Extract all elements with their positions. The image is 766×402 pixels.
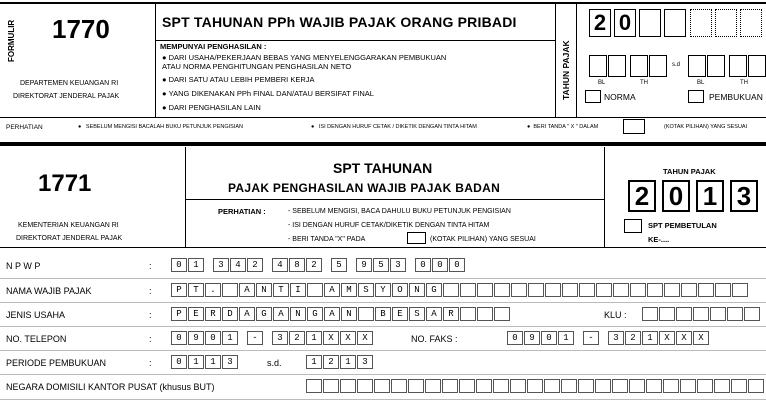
char-cell[interactable]: - — [247, 331, 263, 345]
tax-year-label-1771: TAHUN PAJAK — [663, 167, 716, 176]
example-checkbox-1771 — [407, 232, 426, 244]
char-cell[interactable] — [340, 379, 356, 393]
char-cell[interactable] — [612, 379, 628, 393]
char-cell[interactable] — [442, 379, 458, 393]
correction-checkbox[interactable] — [624, 219, 642, 233]
char-cell[interactable]: 0 — [449, 258, 465, 272]
char-cell[interactable]: X — [659, 331, 675, 345]
char-cell[interactable]: G — [307, 307, 323, 321]
char-cell[interactable] — [629, 379, 645, 393]
char-cell[interactable] — [477, 307, 493, 321]
char-cell[interactable]: X — [323, 331, 339, 345]
row-nama-wajib-pajak: NAMA WAJIB PAJAK : P T . A N T I A M S Y O N G — [0, 280, 766, 303]
char-cell[interactable]: 1 — [340, 355, 356, 369]
char-cell[interactable] — [222, 283, 238, 297]
char-cell[interactable] — [732, 283, 748, 297]
char-cell[interactable] — [680, 379, 696, 393]
char-cell[interactable]: 4 — [272, 258, 288, 272]
char-cell[interactable]: A — [426, 307, 442, 321]
char-cell[interactable] — [748, 379, 764, 393]
char-cell[interactable]: N — [256, 283, 272, 297]
no-faks-label: NO. FAKS : — [411, 334, 458, 344]
char-cell[interactable]: A — [324, 283, 340, 297]
char-cell[interactable]: 3 — [357, 355, 373, 369]
char-cell[interactable] — [562, 283, 578, 297]
year-digit-4[interactable] — [664, 9, 686, 37]
char-cell[interactable]: G — [256, 307, 272, 321]
char-cell[interactable] — [511, 283, 527, 297]
char-cell[interactable]: 9 — [356, 258, 372, 272]
char-cell[interactable]: X — [693, 331, 709, 345]
start-year-box-2[interactable] — [649, 55, 667, 77]
char-cell[interactable]: 0 — [415, 258, 431, 272]
norma-label: NORMA — [604, 92, 636, 102]
char-cell[interactable]: 2 — [323, 355, 339, 369]
char-cell[interactable]: M — [341, 283, 357, 297]
form-1771-title-line-1: SPT TAHUNAN — [333, 160, 433, 176]
char-cell[interactable] — [358, 307, 374, 321]
char-cell[interactable]: A — [239, 283, 255, 297]
char-cell[interactable] — [476, 379, 492, 393]
char-cell[interactable]: 9 — [188, 331, 204, 345]
char-cell[interactable] — [544, 379, 560, 393]
start-month-box-1[interactable] — [589, 55, 607, 77]
th-label-2: TH — [740, 80, 748, 86]
ministry-line-1: KEMENTERIAN KEUANGAN RI — [18, 222, 119, 229]
income-item-4: ● DARI PENGHASILAN LAIN — [162, 103, 261, 112]
char-cell[interactable]: N — [409, 283, 425, 297]
char-cell[interactable]: - — [583, 331, 599, 345]
char-cell[interactable]: 0 — [541, 331, 557, 345]
char-cell[interactable] — [493, 379, 509, 393]
char-cell[interactable] — [579, 283, 595, 297]
income-item-2: ● DARI SATU ATAU LEBIH PEMBERI KERJA — [162, 75, 315, 84]
char-cell[interactable] — [307, 283, 323, 297]
char-cell[interactable]: T — [273, 283, 289, 297]
periode-start-cells[interactable] — [171, 355, 239, 369]
char-cell[interactable]: 1 — [306, 331, 322, 345]
char-cell[interactable]: 2 — [289, 331, 305, 345]
periode-sd-label: s.d. — [267, 358, 282, 368]
char-cell[interactable]: P — [171, 307, 187, 321]
char-cell[interactable]: 1 — [188, 355, 204, 369]
char-cell[interactable] — [613, 283, 629, 297]
attention-item-1771-1: - SEBELUM MENGISI, BACA DAHULU BUKU PETUNJUK PENGISIAN — [288, 208, 511, 215]
norma-checkbox[interactable] — [585, 90, 601, 103]
attention-item-1771-4: (KOTAK PILIHAN) YANG SESUAI — [430, 236, 536, 243]
char-cell[interactable]: 1 — [558, 331, 574, 345]
char-cell[interactable]: 9 — [524, 331, 540, 345]
char-cell[interactable]: B — [375, 307, 391, 321]
char-cell[interactable]: 1 — [642, 331, 658, 345]
char-cell[interactable] — [306, 379, 322, 393]
attention-label-1770: PERHATIAN — [6, 124, 43, 131]
char-cell[interactable] — [374, 379, 390, 393]
bullet-icon: ● — [78, 124, 86, 130]
char-cell[interactable]: N — [341, 307, 357, 321]
char-cell[interactable] — [698, 283, 714, 297]
correction-label-line-2: KE-.... — [648, 235, 670, 244]
char-cell[interactable] — [714, 379, 730, 393]
start-month-box-2[interactable] — [608, 55, 626, 77]
row-periode-pembukuan: PERIODE PEMBUKUAN : 0 1 1 3 s.d. 1 2 1 3 — [0, 352, 766, 375]
pembukuan-label: PEMBUKUAN — [709, 92, 763, 102]
bullet-icon: ● — [311, 124, 319, 130]
jenis-usaha-cells[interactable] — [171, 307, 511, 321]
year-digit-3[interactable] — [639, 9, 661, 37]
nama-wajib-pajak-label: NAMA WAJIB PAJAK — [6, 286, 92, 296]
pembukuan-checkbox[interactable] — [688, 90, 704, 103]
char-cell[interactable] — [494, 307, 510, 321]
end-year-box-1[interactable] — [729, 55, 747, 77]
end-year-box-2[interactable] — [748, 55, 766, 77]
char-cell[interactable] — [545, 283, 561, 297]
char-cell[interactable]: 2 — [306, 258, 322, 272]
npwp-label: N P W P — [6, 261, 41, 271]
char-cell[interactable] — [460, 283, 476, 297]
char-cell[interactable]: O — [392, 283, 408, 297]
char-cell[interactable]: P — [171, 283, 187, 297]
char-cell[interactable] — [510, 379, 526, 393]
char-cell[interactable]: 0 — [171, 258, 187, 272]
form-1771-title-line-2: PAJAK PENGHASILAN WAJIB PAJAK BADAN — [228, 181, 501, 195]
tax-year-label-1770: TAHUN PAJAK — [561, 40, 571, 100]
row-jenis-usaha: JENIS USAHA : P E R D A G A N G A N B E S A R KLU : — [0, 304, 766, 327]
char-cell[interactable]: 3 — [213, 258, 229, 272]
year-digit-1[interactable]: 2 — [589, 9, 611, 37]
attention-item-1770-2: ● ISI DENGAN HURUF CETAK / DIKETIK DENGAN TINTA HITAM — [311, 124, 477, 130]
char-cell[interactable]: I — [290, 283, 306, 297]
year-digit-2013-3[interactable]: 1 — [696, 180, 724, 212]
example-checkbox-1770 — [623, 119, 645, 134]
char-cell[interactable] — [528, 283, 544, 297]
char-cell[interactable] — [391, 379, 407, 393]
correction-label-line-1: SPT PEMBETULAN — [648, 221, 717, 230]
attention-item-1771-2: - ISI DENGAN HURUF CETAK/DIKETIK DENGAN TINTA HITAM — [288, 222, 490, 229]
jenis-usaha-label: JENIS USAHA — [6, 310, 66, 320]
attention-label-1771: PERHATIAN : — [218, 207, 266, 216]
char-cell[interactable] — [646, 379, 662, 393]
char-cell[interactable]: N — [290, 307, 306, 321]
char-cell[interactable]: X — [676, 331, 692, 345]
year-digit-2013-2[interactable]: 0 — [662, 180, 690, 212]
bullet-icon: ● — [162, 89, 169, 98]
char-cell[interactable] — [443, 283, 459, 297]
char-cell[interactable]: . — [205, 283, 221, 297]
char-cell[interactable]: 3 — [222, 355, 238, 369]
char-cell[interactable]: T — [188, 283, 204, 297]
char-cell[interactable]: 1 — [205, 355, 221, 369]
attention-item-1771-3: - BERI TANDA "X" PADA — [288, 236, 366, 243]
char-cell[interactable]: 8 — [289, 258, 305, 272]
char-cell[interactable] — [561, 379, 577, 393]
year-digit-2[interactable]: 0 — [614, 9, 636, 37]
sd-label-1770: s.d — [672, 62, 681, 68]
bl-label-1: BL — [598, 80, 606, 86]
char-cell[interactable]: A — [273, 307, 289, 321]
char-cell[interactable]: E — [392, 307, 408, 321]
bl-label-2: BL — [697, 80, 705, 86]
no-telepon-label: NO. TELEPON — [6, 334, 67, 344]
dept-line-2: DIREKTORAT JENDERAL PAJAK — [13, 93, 120, 100]
char-cell[interactable]: E — [188, 307, 204, 321]
char-cell[interactable] — [715, 283, 731, 297]
char-cell[interactable] — [357, 379, 373, 393]
negara-domisili-label: NEGARA DOMISILI KANTOR PUSAT (khusus BUT) — [6, 382, 215, 392]
char-cell[interactable] — [664, 283, 680, 297]
ministry-line-2: DIREKTORAT JENDERAL PAJAK — [16, 235, 123, 242]
char-cell[interactable]: 0 — [507, 331, 523, 345]
char-cell[interactable] — [663, 379, 679, 393]
nama-wajib-pajak-cells[interactable] — [171, 283, 749, 297]
year-digit-2013-1[interactable]: 2 — [628, 180, 656, 212]
row-npwp: N P W P : 0 1 3 4 2 4 8 2 5 9 5 3 0 0 0 — [0, 255, 766, 278]
char-cell[interactable]: G — [426, 283, 442, 297]
char-cell[interactable]: 2 — [247, 258, 263, 272]
char-cell[interactable]: X — [340, 331, 356, 345]
bullet-icon: ● — [162, 103, 169, 112]
char-cell[interactable]: R — [205, 307, 221, 321]
attention-item-1770-3: ● BERI TANDA " X " DALAM — [527, 124, 599, 130]
char-cell[interactable] — [630, 283, 646, 297]
income-item-1: ● DARI USAHA/PEKERJAAN BEBAS YANG MENYELENGGARAKAN PEMBUKUAN ATAU NORMA PENGHITUNGAN PENGHASILAN NETO — [162, 53, 447, 71]
dept-line-1: DEPARTEMEN KEUANGAN RI — [20, 80, 119, 87]
form-1770-number: 1770 — [52, 14, 110, 44]
negara-domisili-cells[interactable] — [306, 379, 765, 393]
char-cell[interactable]: D — [222, 307, 238, 321]
char-cell[interactable]: 1 — [222, 331, 238, 345]
form-1771-number: 1771 — [38, 170, 92, 197]
char-cell[interactable] — [459, 379, 475, 393]
char-cell[interactable] — [647, 283, 663, 297]
bullet-icon: ● — [162, 75, 169, 84]
periode-pembukuan-label: PERIODE PEMBUKUAN — [6, 358, 107, 368]
char-cell[interactable]: S — [409, 307, 425, 321]
char-cell[interactable]: Y — [375, 283, 391, 297]
char-cell[interactable]: X — [357, 331, 373, 345]
char-cell[interactable] — [460, 307, 476, 321]
npwp-cells[interactable] — [171, 258, 466, 272]
char-cell[interactable]: A — [324, 307, 340, 321]
form-1771-top-border — [0, 142, 766, 146]
end-month-box-2[interactable] — [707, 55, 725, 77]
char-cell[interactable] — [697, 379, 713, 393]
year-digit-2013-4[interactable]: 3 — [730, 180, 758, 212]
char-cell[interactable] — [595, 379, 611, 393]
char-cell[interactable] — [731, 379, 747, 393]
char-cell[interactable] — [323, 379, 339, 393]
formulir-side-label: FORMULIR — [7, 19, 16, 62]
char-cell[interactable] — [527, 379, 543, 393]
char-cell[interactable]: 3 — [608, 331, 624, 345]
no-faks-cells[interactable] — [507, 331, 710, 345]
char-cell[interactable]: 0 — [432, 258, 448, 272]
periode-end-cells[interactable] — [306, 355, 374, 369]
th-label-1: TH — [640, 80, 648, 86]
char-cell[interactable]: 3 — [390, 258, 406, 272]
char-cell[interactable]: 0 — [205, 331, 221, 345]
bullet-icon: ● — [162, 53, 169, 62]
char-cell[interactable] — [425, 379, 441, 393]
char-cell[interactable]: 1 — [188, 258, 204, 272]
char-cell[interactable]: 5 — [331, 258, 347, 272]
row-no-telepon: NO. TELEPON : 0 9 0 1 - 3 2 1 X X X NO. FAKS : 0 9 0 1 - 3 2 1 X X X — [0, 328, 766, 351]
char-cell[interactable] — [408, 379, 424, 393]
attention-item-1770-1: ● SEBELUM MENGISI BACALAH BUKU PETUNJUK PENGISIAN — [78, 124, 243, 130]
char-cell[interactable] — [494, 283, 510, 297]
income-heading: MEMPUNYAI PENGHASILAN : — [160, 42, 267, 51]
char-cell[interactable]: 1 — [306, 355, 322, 369]
char-cell[interactable]: 5 — [373, 258, 389, 272]
bullet-icon: ● — [527, 124, 534, 130]
char-cell[interactable]: A — [239, 307, 255, 321]
no-telepon-cells[interactable] — [171, 331, 374, 345]
char-cell[interactable]: S — [358, 283, 374, 297]
attention-item-1770-4: (KOTAK PILIHAN) YANG SESUAI — [664, 124, 748, 130]
end-month-box-1[interactable] — [688, 55, 706, 77]
form-1770-title: SPT TAHUNAN PPh WAJIB PAJAK ORANG PRIBADI — [162, 14, 517, 30]
char-cell[interactable]: 0 — [171, 331, 187, 345]
char-cell[interactable] — [477, 283, 493, 297]
char-cell[interactable] — [596, 283, 612, 297]
char-cell[interactable]: 0 — [171, 355, 187, 369]
char-cell[interactable] — [578, 379, 594, 393]
row-negara-domisili — [0, 376, 766, 399]
klu-cells[interactable] — [642, 307, 761, 321]
char-cell[interactable] — [681, 283, 697, 297]
income-item-3: ● YANG DIKENAKAN PPh FINAL DAN/ATAU BERSIFAT FINAL — [162, 89, 374, 98]
char-cell[interactable]: R — [443, 307, 459, 321]
char-cell[interactable]: 2 — [625, 331, 641, 345]
char-cell[interactable]: 3 — [272, 331, 288, 345]
start-year-box-1[interactable] — [630, 55, 648, 77]
klu-label: KLU : — [604, 310, 627, 320]
char-cell[interactable]: 4 — [230, 258, 246, 272]
